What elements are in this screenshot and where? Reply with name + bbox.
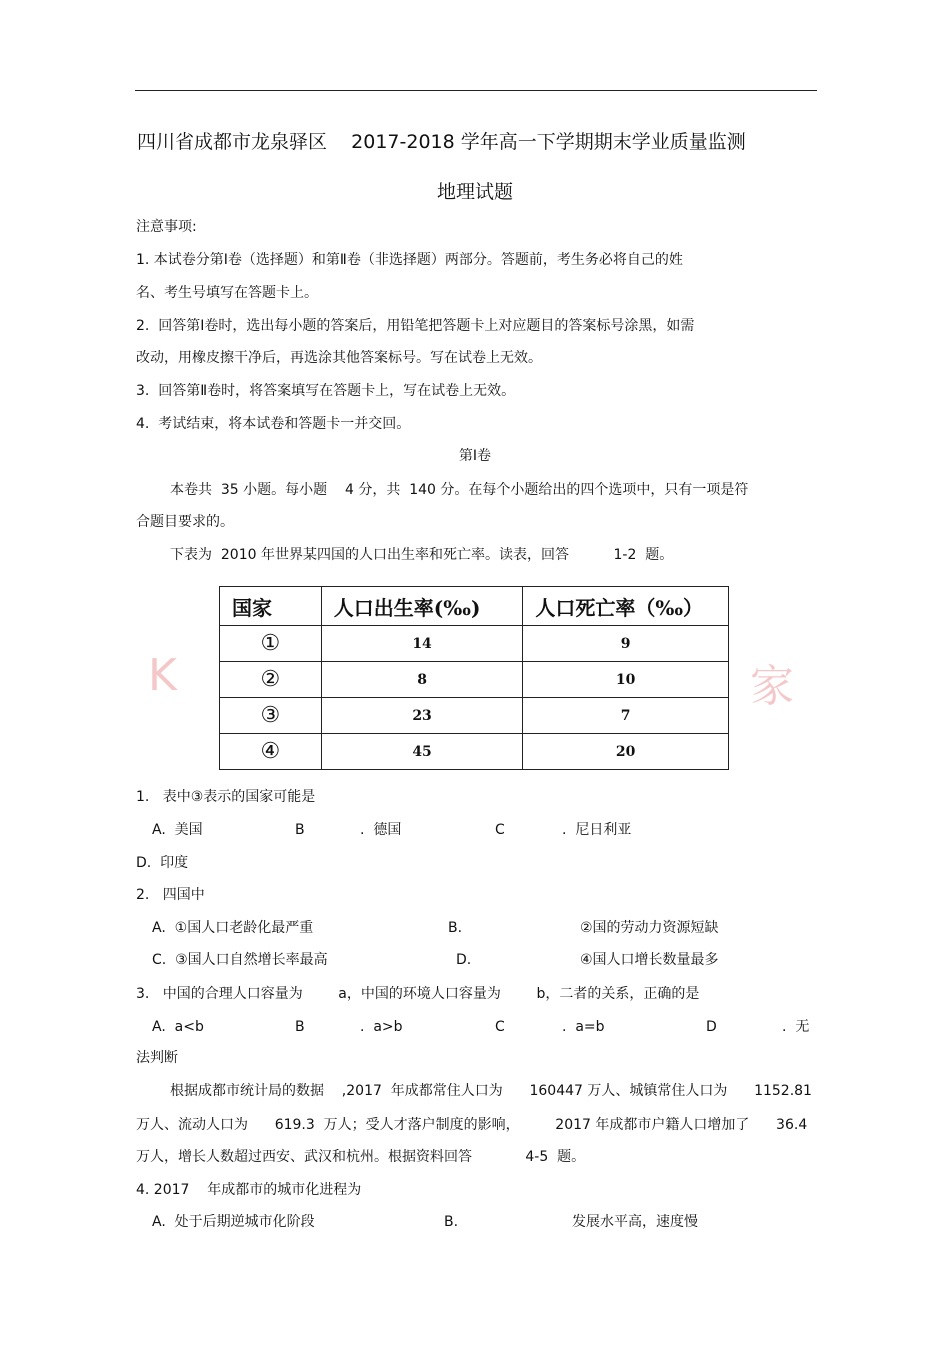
notes-heading: 注意事项: bbox=[136, 219, 197, 235]
q3-option-d-cont: 法判断 bbox=[136, 1050, 178, 1066]
q1-option-c-text: . 尼日利亚 bbox=[562, 822, 632, 838]
birth-rate-cell: 23 bbox=[321, 698, 523, 734]
q3-option-b-letter: B bbox=[295, 1019, 305, 1035]
title-line-1: 四川省成都市龙泉驿区 2017-2018 学年高一下学期期末学业质量监测 bbox=[137, 131, 746, 153]
note-line: 3. 回答第Ⅱ卷时，将答案填写在答题卡上，写在试卷上无效。 bbox=[136, 383, 516, 399]
watermark-right: 家 bbox=[750, 661, 794, 712]
section-title: 第Ⅰ卷 bbox=[458, 448, 492, 464]
q1-option-b-letter: B bbox=[295, 822, 305, 838]
table-row bbox=[220, 698, 729, 734]
birth-rate-cell: 45 bbox=[321, 734, 523, 770]
q3-option-d-text: . 无 bbox=[782, 1019, 810, 1035]
note-line: 改动，用橡皮擦干净后，再选涂其他答案标号。写在试卷上无效。 bbox=[136, 350, 542, 366]
q4-option-a: A. 处于后期逆城市化阶段 bbox=[152, 1214, 315, 1230]
birth-rate-cell: 8 bbox=[321, 662, 523, 698]
watermark-left: K bbox=[148, 650, 177, 701]
q2-option-b-text: ②国的劳动力资源短缺 bbox=[580, 920, 719, 936]
q1-option-b-text: . 德国 bbox=[360, 822, 402, 838]
passage-line: 万人、流动人口为 619.3 万人；受人才落户制度的影响， 2017 年成都市户籍人口增加了 36.4 bbox=[136, 1117, 808, 1133]
passage-line: 根据成都市统计局的数据 ,2017 年成都常住人口为 160447 万人、城镇常住人口为 1152.81 bbox=[170, 1083, 812, 1099]
table-row bbox=[220, 662, 729, 698]
q3-option-c-letter: C bbox=[495, 1019, 505, 1035]
population-table bbox=[219, 586, 729, 770]
birth-rate-cell: 14 bbox=[321, 626, 523, 662]
q2-stem: 2. 四国中 bbox=[136, 887, 205, 903]
passage-line: 万人，增长人数超过西安、武汉和杭州。根据资料回答 4-5 题。 bbox=[136, 1149, 586, 1165]
header-death-rate: 人口死亡率（‰） bbox=[523, 587, 729, 626]
header-country: 国家 bbox=[220, 587, 322, 626]
table-header-row bbox=[220, 587, 729, 626]
note-line: 4. 考试结束，将本试卷和答题卡一并交回。 bbox=[136, 416, 411, 432]
q2-option-a: A. ①国人口老龄化最严重 bbox=[152, 920, 314, 936]
header-birth-rate: 人口出生率(‰) bbox=[321, 587, 523, 626]
q4-option-b-text: 发展水平高，速度慢 bbox=[572, 1214, 698, 1230]
q1-stem: 1. 表中③表示的国家可能是 bbox=[136, 789, 316, 805]
note-line: 2. 回答第Ⅰ卷时，选出每小题的答案后，用铅笔把答题卡上对应题目的答案标号涂黑，如需 bbox=[136, 318, 695, 334]
table-row bbox=[220, 626, 729, 662]
note-line: 名、考生号填写在答题卡上。 bbox=[136, 285, 318, 301]
table-intro: 下表为 2010 年世界某四国的人口出生率和死亡率。读表，回答 1-2 题。 bbox=[170, 547, 674, 563]
q1-option-a: A. 美国 bbox=[152, 822, 203, 838]
q4-option-b-letter: B. bbox=[444, 1214, 459, 1230]
country-cell: ① bbox=[220, 626, 322, 662]
country-cell: ② bbox=[220, 662, 322, 698]
q3-option-a: A. a<b bbox=[152, 1019, 204, 1035]
intro-line: 本卷共 35 小题。每小题 4 分，共 140 分。在每个小题给出的四个选项中，只有一项是符 bbox=[170, 482, 749, 498]
note-line: 1. 本试卷分第Ⅰ卷（选择题）和第Ⅱ卷（非选择题）两部分。答题前，考生务必将自己的姓 bbox=[136, 252, 683, 268]
top-rule bbox=[135, 90, 817, 91]
death-rate-cell: 7 bbox=[523, 698, 729, 734]
country-cell: ③ bbox=[220, 698, 322, 734]
country-cell: ④ bbox=[220, 734, 322, 770]
death-rate-cell: 10 bbox=[523, 662, 729, 698]
q4-stem: 4. 2017 年成都市的城市化进程为 bbox=[136, 1182, 362, 1198]
q3-option-c-text: . a=b bbox=[562, 1019, 605, 1035]
q2-option-b-letter: B. bbox=[448, 920, 463, 936]
q2-option-c: C. ③国人口自然增长率最高 bbox=[152, 952, 328, 968]
q3-option-d-letter: D bbox=[706, 1019, 717, 1035]
death-rate-cell: 20 bbox=[523, 734, 729, 770]
intro-line: 合题目要求的。 bbox=[136, 514, 234, 530]
title-line-2: 地理试题 bbox=[436, 181, 513, 203]
q2-option-d-letter: D. bbox=[456, 952, 472, 968]
death-rate-cell: 9 bbox=[523, 626, 729, 662]
q3-stem: 3. 中国的合理人口容量为 a，中国的环境人口容量为 b，二者的关系，正确的是 bbox=[136, 986, 700, 1002]
table-row bbox=[220, 734, 729, 770]
q1-option-c-letter: C bbox=[495, 822, 505, 838]
q1-option-d: D. 印度 bbox=[136, 855, 189, 871]
q2-option-d-text: ④国人口增长数量最多 bbox=[580, 952, 719, 968]
q3-option-b-text: . a>b bbox=[360, 1019, 403, 1035]
